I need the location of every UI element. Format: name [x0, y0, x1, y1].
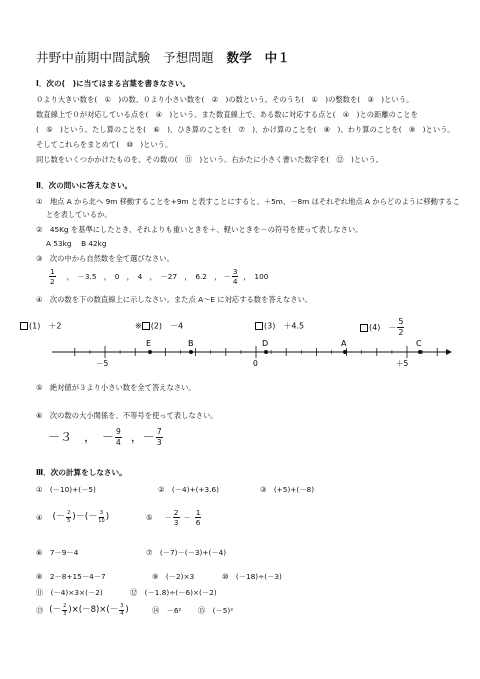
checkbox-icon — [142, 322, 150, 330]
problem-15: ⑮ (－5)² — [198, 606, 234, 615]
problem-1: ① (－10)+(－5) — [36, 485, 96, 494]
problem-13: ⑬ (－ $\frac{2}{3}$ )×(－8)×(－ $\frac{3}{4}$ ) — [36, 603, 129, 617]
mark-2: ※ (2) －4 — [135, 321, 184, 331]
section-2-heading: Ⅱ．次の問いに答えなさい。 — [36, 181, 133, 190]
q3-text: ③ 次の中から自然数を全て選びなさい。 — [36, 254, 174, 263]
label-A: A — [341, 339, 347, 348]
point-A — [343, 350, 347, 354]
number-line — [0, 336, 480, 372]
mark-4: (4) － $\frac{5}{2}$ — [360, 318, 405, 337]
fraction-half: $\frac{1}{2}$ — [50, 267, 55, 287]
q2-line1: ② 45Kg を基準にしたとき、それよりも重いときを＋、軽いときを－の符号を使って表しなさい。 — [36, 225, 363, 234]
section-3-heading: Ⅲ．次の計算をしなさい。 — [36, 468, 127, 477]
point-C — [418, 350, 422, 354]
q6-number-list: －３ ， － $\frac{9}{4}$ ，－ $\frac{7}{3}$ — [48, 427, 162, 447]
s1-line4: そしてこれらをまとめて( ⑩ )という。 — [36, 140, 173, 149]
q3-number-list: $\frac{1}{2}$ ， －3.5 ， 0 ， 4 ， －27 ， 6.2 ， － $\frac{3}{4}$ ， 100 — [50, 267, 269, 287]
label-E: E — [146, 339, 152, 348]
label-B: B — [188, 339, 194, 348]
s1-line3: ( ⑤ )という。たし算のことを( ⑥ )、ひき算のことを( ⑦ )、かけ算のことを( ⑧ )、わり算のことを( ⑨ )という。 — [36, 125, 455, 134]
problem-7: ⑦ (－7)－(－3)+(－4) — [146, 548, 227, 557]
problem-9: ⑨ (－2)×3 — [152, 572, 195, 581]
problem-3: ③ (+5)+(－8) — [260, 485, 315, 494]
page-title: 井野中前期中間試験 予想問題 数学 中１ — [36, 50, 291, 65]
tick-label-zero: 0 — [253, 359, 258, 368]
problem-4: ④ (－ $\frac{2}{5}$ )－(－ $\frac{3}{10}$ ) — [36, 510, 110, 524]
q2-line2: A 53kg B 42kg — [46, 239, 107, 248]
point-D — [264, 350, 268, 354]
q1-line2: とを表しているか。 — [46, 210, 112, 219]
checkbox-icon — [255, 322, 263, 330]
checkbox-icon — [20, 322, 28, 330]
problem-11: ⑪ (－4)×3×(－2) — [36, 588, 103, 597]
problem-5: ⑤ － $\frac{2}{3}$ － $\frac{1}{6}$ — [146, 508, 201, 528]
problem-10: ⑩ (－18)÷(－3) — [222, 572, 282, 581]
section-1-heading: Ⅰ．次の( )に当てはまる言葉を書きなさい。 — [36, 79, 191, 88]
s1-line1: ０より大きい数を( ① )の数、０より小さい数を( ② )の数という。そのうち( ① )の整数を( ③ )という。 — [36, 95, 414, 104]
checkbox-icon — [360, 324, 368, 332]
point-E — [148, 350, 152, 354]
tick-label-minus5: －5 — [96, 359, 109, 368]
q1-line1: ① 地点 A から北へ 9m 移動することを+9m と表すことにすると、＋5m、－8m はそれぞれ地点 A からどのように移動するこ — [36, 197, 460, 206]
mark-1: (1) ＋2 — [20, 322, 61, 331]
problem-14: ⑭ －6² — [152, 606, 182, 615]
problem-6: ⑥ 7－9－4 — [36, 548, 79, 557]
problem-8: ⑧ 2－8+15－4－7 — [36, 572, 106, 581]
s1-line5: 同じ数をいくつかかけたものを、その数の( ⑪ )という。右かたに小さく書いた数字を( ⑫ )という。 — [36, 155, 384, 164]
problem-2: ② (－4)+(+3.6) — [158, 485, 219, 494]
mark-3: (3) ＋4.5 — [255, 322, 304, 331]
point-B — [189, 350, 193, 354]
s1-line2: 数直線上で０が対応している点を( ④ )という。また数直線上で、ある数に対応する点と( ④ )との距離のことを — [36, 110, 418, 119]
q6-text: ⑥ 次の数の大小関係を、不等号を使って表しなさい。 — [36, 411, 218, 420]
problem-12: ⑫ (－1.8)÷(－6)×(－2) — [130, 588, 217, 597]
arrow-icon — [446, 349, 452, 355]
tick-label-plus5: ＋5 — [396, 359, 409, 368]
fraction-three-quarters: $\frac{3}{4}$ — [232, 267, 238, 287]
label-C: C — [416, 339, 422, 348]
q5-text: ⑤ 絶対値が３より小さい数を全て答えなさい。 — [36, 383, 196, 392]
label-D: D — [262, 339, 269, 348]
q4-text: ④ 次の数を下の数直線上に示しなさい。また点 A～E に対応する数を答えなさい。 — [36, 295, 313, 304]
